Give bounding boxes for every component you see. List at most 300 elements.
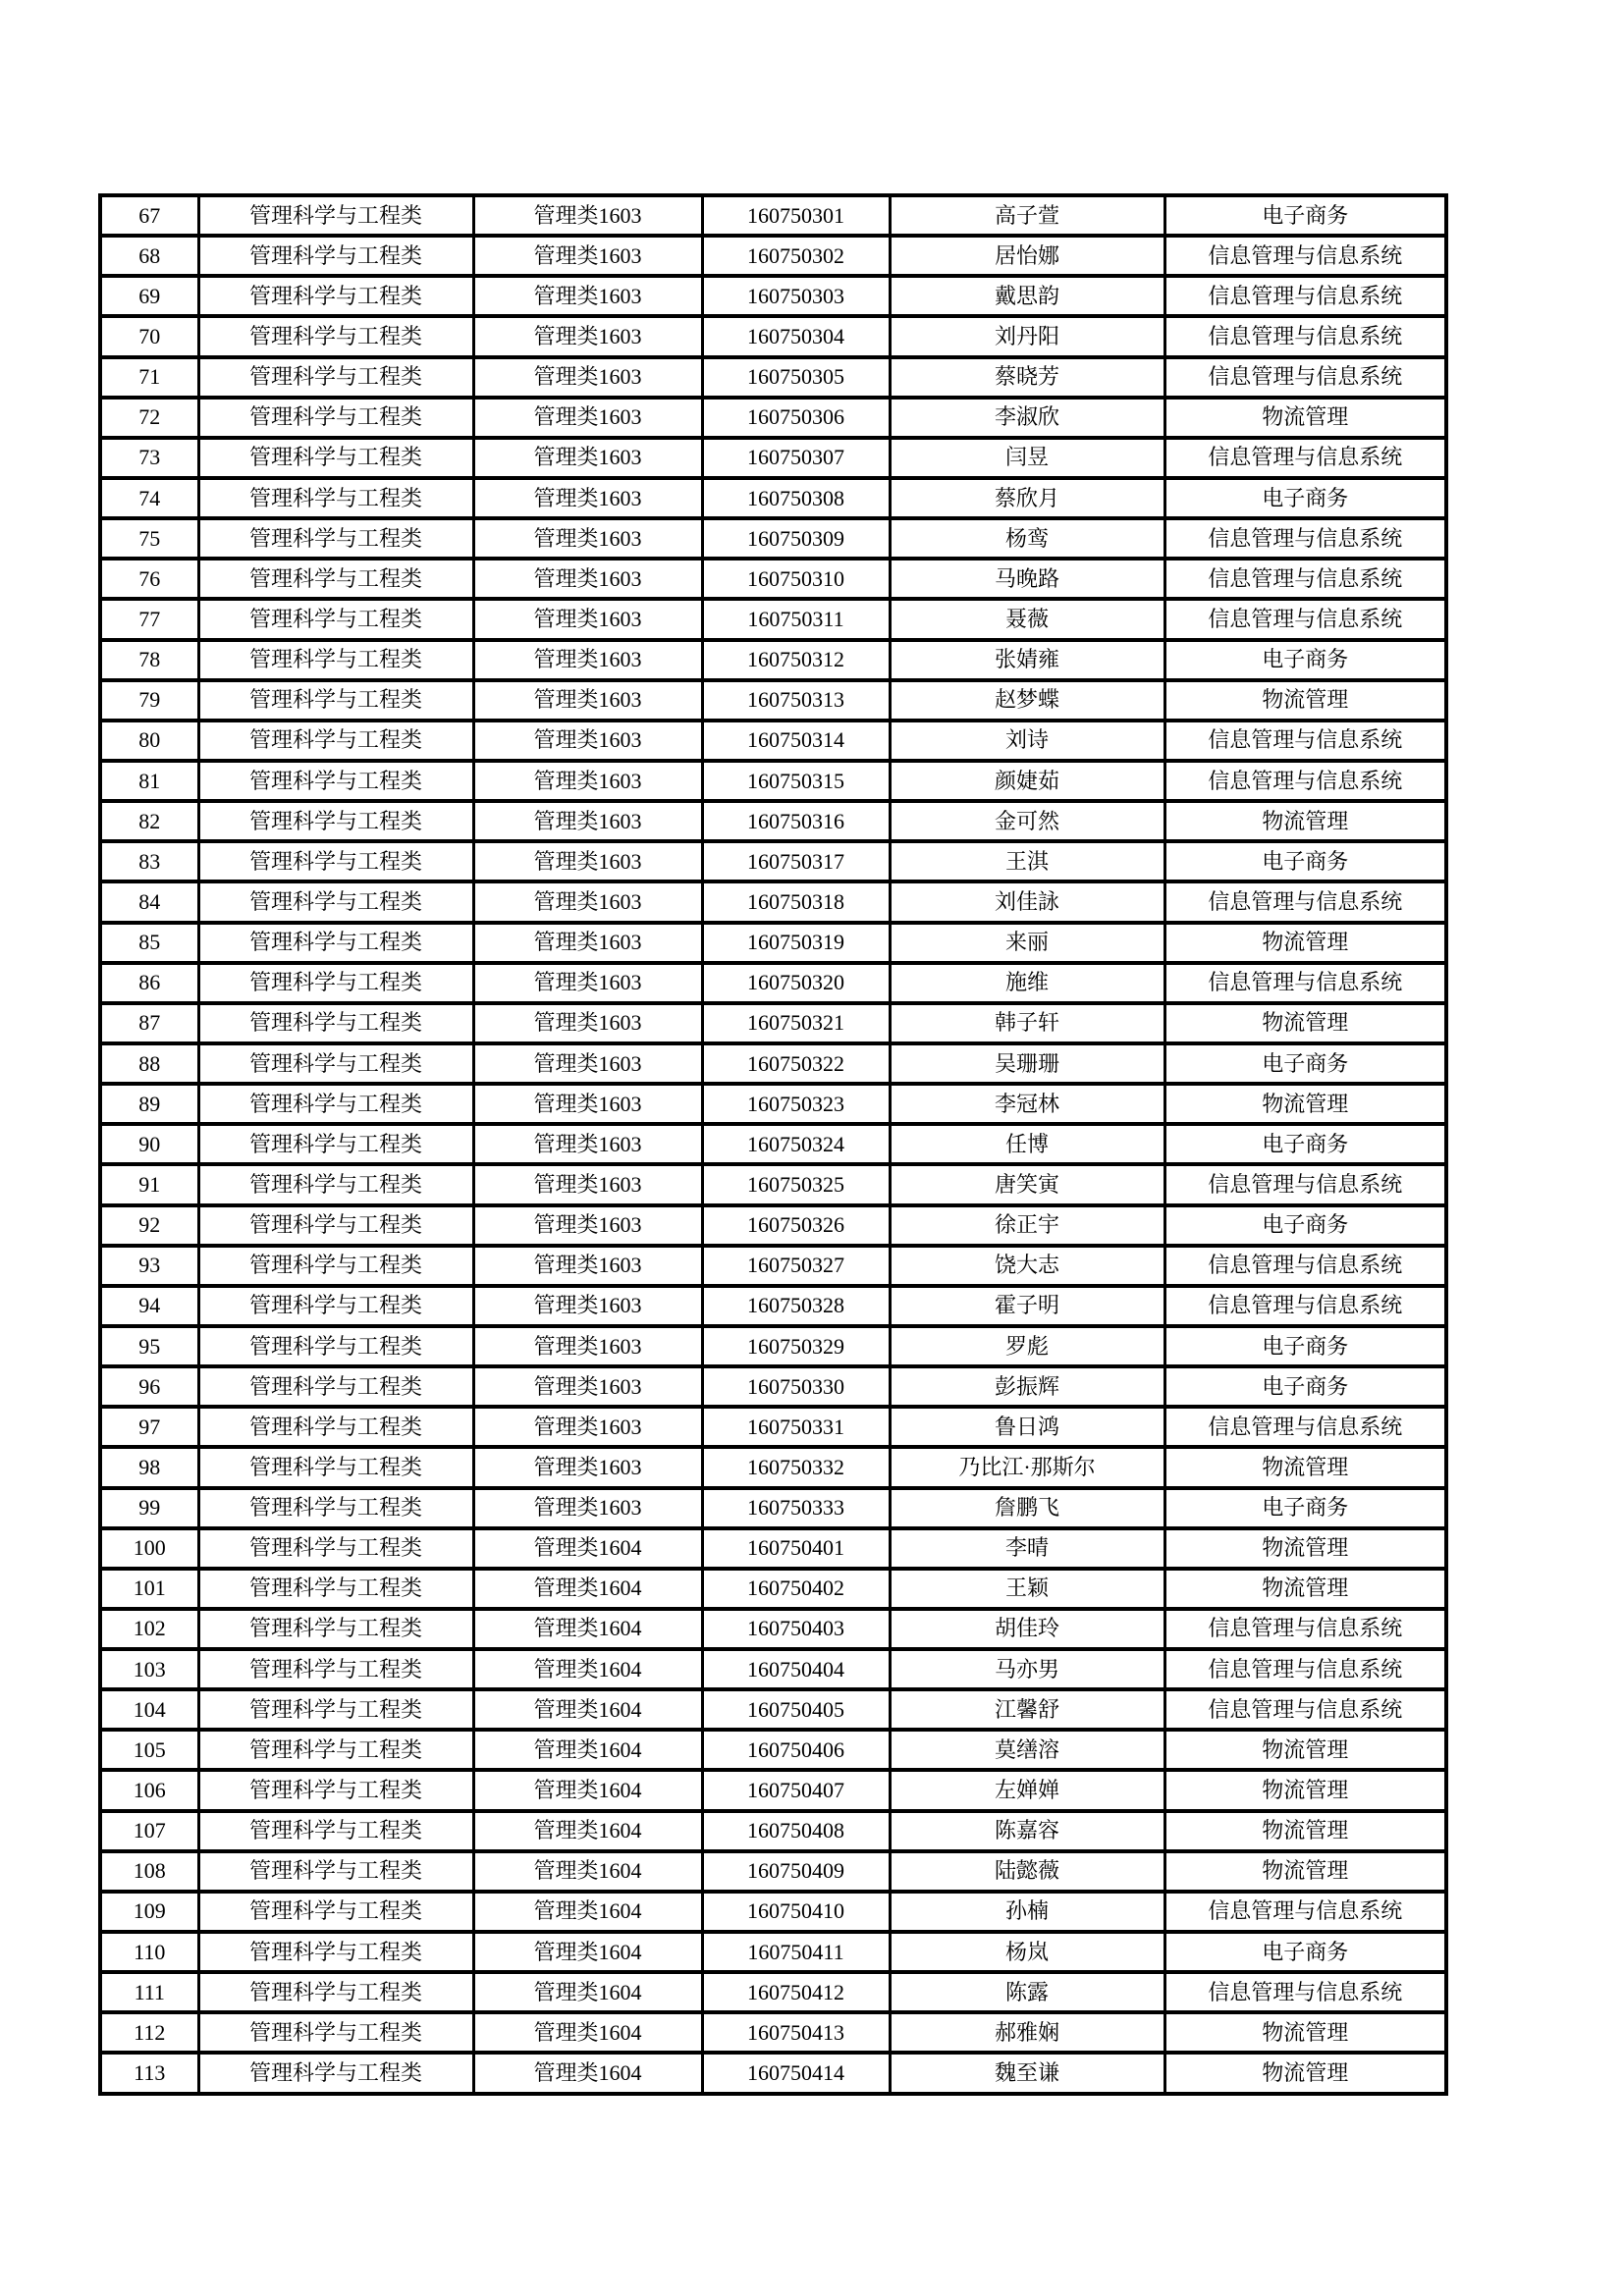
admin-class: 管理类1603 (473, 1447, 702, 1487)
table-row (100, 599, 1446, 639)
major-category: 管理科学与工程类 (198, 841, 473, 881)
assigned-major: 信息管理与信息系统 (1164, 316, 1446, 356)
admin-class: 管理类1603 (473, 1326, 702, 1366)
assigned-major: 电子商务 (1164, 1043, 1446, 1084)
student-id: 160750406 (702, 1730, 890, 1770)
major-category: 管理科学与工程类 (198, 1851, 473, 1892)
row-number: 79 (100, 680, 198, 721)
row-number: 106 (100, 1770, 198, 1810)
student-name: 戴思韵 (890, 276, 1164, 316)
admin-class: 管理类1603 (473, 1407, 702, 1447)
row-number: 101 (100, 1569, 198, 1609)
admin-class: 管理类1603 (473, 276, 702, 316)
assigned-major: 电子商务 (1164, 640, 1446, 680)
row-number: 109 (100, 1892, 198, 1932)
row-number: 68 (100, 236, 198, 276)
student-id: 160750405 (702, 1689, 890, 1730)
table-row (100, 1609, 1446, 1649)
row-number: 86 (100, 963, 198, 1003)
table-row (100, 1689, 1446, 1730)
admin-class: 管理类1603 (473, 841, 702, 881)
admin-class: 管理类1603 (473, 1124, 702, 1164)
table-row (100, 478, 1446, 518)
row-number: 104 (100, 1689, 198, 1730)
student-name: 杨岚 (890, 1932, 1164, 1972)
student-name: 李淑欣 (890, 398, 1164, 438)
student-name: 徐正宇 (890, 1205, 1164, 1246)
student-name: 高子萱 (890, 195, 1164, 236)
student-id: 160750401 (702, 1528, 890, 1569)
row-number: 81 (100, 761, 198, 801)
assigned-major: 物流管理 (1164, 1084, 1446, 1124)
student-name: 莫缮溶 (890, 1730, 1164, 1770)
row-number: 89 (100, 1084, 198, 1124)
major-category: 管理科学与工程类 (198, 398, 473, 438)
admin-class: 管理类1603 (473, 599, 702, 639)
admin-class: 管理类1603 (473, 518, 702, 559)
assigned-major: 物流管理 (1164, 398, 1446, 438)
row-number: 110 (100, 1932, 198, 1972)
student-name: 霍子明 (890, 1286, 1164, 1326)
major-category: 管理科学与工程类 (198, 881, 473, 922)
major-category: 管理科学与工程类 (198, 721, 473, 761)
row-number: 83 (100, 841, 198, 881)
table-row (100, 1488, 1446, 1528)
row-number: 71 (100, 357, 198, 398)
admin-class: 管理类1604 (473, 1569, 702, 1609)
assigned-major: 信息管理与信息系统 (1164, 438, 1446, 478)
student-id: 160750309 (702, 518, 890, 559)
table-row (100, 438, 1446, 478)
student-id: 160750326 (702, 1205, 890, 1246)
assigned-major: 电子商务 (1164, 841, 1446, 881)
student-name: 颜婕茹 (890, 761, 1164, 801)
admin-class: 管理类1603 (473, 1205, 702, 1246)
admin-class: 管理类1603 (473, 316, 702, 356)
table-row (100, 357, 1446, 398)
admin-class: 管理类1603 (473, 761, 702, 801)
assigned-major: 电子商务 (1164, 1366, 1446, 1407)
student-name: 任博 (890, 1124, 1164, 1164)
admin-class: 管理类1604 (473, 1730, 702, 1770)
table-row (100, 1286, 1446, 1326)
assigned-major: 信息管理与信息系统 (1164, 236, 1446, 276)
student-id: 160750321 (702, 1003, 890, 1043)
row-number: 82 (100, 801, 198, 841)
student-id: 160750324 (702, 1124, 890, 1164)
assigned-major: 物流管理 (1164, 1447, 1446, 1487)
assigned-major: 信息管理与信息系统 (1164, 1286, 1446, 1326)
student-id: 160750319 (702, 923, 890, 963)
table-row (100, 1811, 1446, 1851)
student-roster-table (98, 193, 1448, 2096)
student-name: 刘诗 (890, 721, 1164, 761)
admin-class: 管理类1603 (473, 478, 702, 518)
student-name: 韩子轩 (890, 1003, 1164, 1043)
assigned-major: 物流管理 (1164, 1003, 1446, 1043)
major-category: 管理科学与工程类 (198, 559, 473, 599)
major-category: 管理科学与工程类 (198, 1205, 473, 1246)
student-name: 詹鹏飞 (890, 1488, 1164, 1528)
row-number: 90 (100, 1124, 198, 1164)
student-id: 160750316 (702, 801, 890, 841)
table-row (100, 1246, 1446, 1286)
table-row (100, 1770, 1446, 1810)
student-id: 160750302 (702, 236, 890, 276)
table-row (100, 680, 1446, 721)
table-row (100, 2012, 1446, 2053)
major-category: 管理科学与工程类 (198, 438, 473, 478)
admin-class: 管理类1604 (473, 1811, 702, 1851)
table-row (100, 841, 1446, 881)
assigned-major: 信息管理与信息系统 (1164, 518, 1446, 559)
table-row (100, 801, 1446, 841)
student-name: 张婧雍 (890, 640, 1164, 680)
student-name: 聂薇 (890, 599, 1164, 639)
table-row (100, 276, 1446, 316)
admin-class: 管理类1603 (473, 1366, 702, 1407)
student-id: 160750328 (702, 1286, 890, 1326)
row-number: 72 (100, 398, 198, 438)
admin-class: 管理类1604 (473, 2012, 702, 2053)
major-category: 管理科学与工程类 (198, 1932, 473, 1972)
admin-class: 管理类1603 (473, 1246, 702, 1286)
major-category: 管理科学与工程类 (198, 1246, 473, 1286)
row-number: 75 (100, 518, 198, 559)
admin-class: 管理类1603 (473, 721, 702, 761)
student-id: 160750409 (702, 1851, 890, 1892)
row-number: 107 (100, 1811, 198, 1851)
student-name: 刘丹阳 (890, 316, 1164, 356)
admin-class: 管理类1604 (473, 1932, 702, 1972)
student-id: 160750322 (702, 1043, 890, 1084)
assigned-major: 电子商务 (1164, 1124, 1446, 1164)
admin-class: 管理类1603 (473, 1286, 702, 1326)
admin-class: 管理类1603 (473, 1084, 702, 1124)
admin-class: 管理类1603 (473, 923, 702, 963)
row-number: 85 (100, 923, 198, 963)
major-category: 管理科学与工程类 (198, 518, 473, 559)
admin-class: 管理类1604 (473, 1770, 702, 1810)
major-category: 管理科学与工程类 (198, 478, 473, 518)
row-number: 70 (100, 316, 198, 356)
major-category: 管理科学与工程类 (198, 1084, 473, 1124)
table-row (100, 761, 1446, 801)
assigned-major: 物流管理 (1164, 801, 1446, 841)
major-category: 管理科学与工程类 (198, 1569, 473, 1609)
table-row (100, 1043, 1446, 1084)
row-number: 102 (100, 1609, 198, 1649)
assigned-major: 电子商务 (1164, 1205, 1446, 1246)
table-row (100, 1528, 1446, 1569)
row-number: 98 (100, 1447, 198, 1487)
admin-class: 管理类1603 (473, 195, 702, 236)
major-category: 管理科学与工程类 (198, 801, 473, 841)
table-row (100, 963, 1446, 1003)
major-category: 管理科学与工程类 (198, 761, 473, 801)
row-number: 88 (100, 1043, 198, 1084)
student-id: 160750320 (702, 963, 890, 1003)
assigned-major: 信息管理与信息系统 (1164, 1649, 1446, 1689)
student-name: 唐笑寅 (890, 1164, 1164, 1204)
row-number: 93 (100, 1246, 198, 1286)
admin-class: 管理类1604 (473, 2053, 702, 2094)
student-id: 160750404 (702, 1649, 890, 1689)
major-category: 管理科学与工程类 (198, 1528, 473, 1569)
student-name: 罗彪 (890, 1326, 1164, 1366)
row-number: 103 (100, 1649, 198, 1689)
table-row (100, 1084, 1446, 1124)
row-number: 95 (100, 1326, 198, 1366)
admin-class: 管理类1603 (473, 438, 702, 478)
row-number: 87 (100, 1003, 198, 1043)
student-id: 160750312 (702, 640, 890, 680)
major-category: 管理科学与工程类 (198, 1366, 473, 1407)
table-row (100, 1003, 1446, 1043)
row-number: 74 (100, 478, 198, 518)
major-category: 管理科学与工程类 (198, 236, 473, 276)
assigned-major: 物流管理 (1164, 1770, 1446, 1810)
student-name: 李冠林 (890, 1084, 1164, 1124)
student-name: 陈嘉容 (890, 1811, 1164, 1851)
assigned-major: 物流管理 (1164, 923, 1446, 963)
assigned-major: 信息管理与信息系统 (1164, 881, 1446, 922)
student-id: 160750412 (702, 1972, 890, 2012)
student-name: 胡佳玲 (890, 1609, 1164, 1649)
student-name: 来丽 (890, 923, 1164, 963)
student-id: 160750413 (702, 2012, 890, 2053)
student-name: 蔡晓芳 (890, 357, 1164, 398)
assigned-major: 信息管理与信息系统 (1164, 1689, 1446, 1730)
table-row (100, 1892, 1446, 1932)
student-roster-body (100, 195, 1446, 2094)
row-number: 97 (100, 1407, 198, 1447)
table-row (100, 1366, 1446, 1407)
assigned-major: 电子商务 (1164, 1488, 1446, 1528)
student-id: 160750318 (702, 881, 890, 922)
admin-class: 管理类1603 (473, 398, 702, 438)
major-category: 管理科学与工程类 (198, 1649, 473, 1689)
assigned-major: 信息管理与信息系统 (1164, 276, 1446, 316)
major-category: 管理科学与工程类 (198, 1286, 473, 1326)
major-category: 管理科学与工程类 (198, 276, 473, 316)
row-number: 69 (100, 276, 198, 316)
student-id: 160750407 (702, 1770, 890, 1810)
major-category: 管理科学与工程类 (198, 1811, 473, 1851)
student-name: 魏至谦 (890, 2053, 1164, 2094)
admin-class: 管理类1604 (473, 1972, 702, 2012)
student-name: 蔡欣月 (890, 478, 1164, 518)
row-number: 73 (100, 438, 198, 478)
student-name: 赵梦蝶 (890, 680, 1164, 721)
table-row (100, 2053, 1446, 2094)
student-id: 160750301 (702, 195, 890, 236)
student-name: 陈露 (890, 1972, 1164, 2012)
admin-class: 管理类1603 (473, 1488, 702, 1528)
student-name: 杨鸾 (890, 518, 1164, 559)
student-name: 鲁日鸿 (890, 1407, 1164, 1447)
admin-class: 管理类1603 (473, 1003, 702, 1043)
table-row (100, 518, 1446, 559)
assigned-major: 信息管理与信息系统 (1164, 357, 1446, 398)
major-category: 管理科学与工程类 (198, 963, 473, 1003)
assigned-major: 物流管理 (1164, 2012, 1446, 2053)
student-name: 刘佳詠 (890, 881, 1164, 922)
admin-class: 管理类1604 (473, 1609, 702, 1649)
student-name: 孙楠 (890, 1892, 1164, 1932)
student-id: 160750303 (702, 276, 890, 316)
table-row (100, 1124, 1446, 1164)
assigned-major: 信息管理与信息系统 (1164, 1407, 1446, 1447)
student-id: 160750306 (702, 398, 890, 438)
assigned-major: 电子商务 (1164, 1932, 1446, 1972)
major-category: 管理科学与工程类 (198, 316, 473, 356)
major-category: 管理科学与工程类 (198, 195, 473, 236)
student-id: 160750308 (702, 478, 890, 518)
row-number: 77 (100, 599, 198, 639)
admin-class: 管理类1604 (473, 1528, 702, 1569)
student-id: 160750411 (702, 1932, 890, 1972)
student-name: 吴珊珊 (890, 1043, 1164, 1084)
row-number: 105 (100, 1730, 198, 1770)
assigned-major: 物流管理 (1164, 2053, 1446, 2094)
student-id: 160750315 (702, 761, 890, 801)
student-name: 王颖 (890, 1569, 1164, 1609)
student-id: 160750323 (702, 1084, 890, 1124)
student-id: 160750402 (702, 1569, 890, 1609)
assigned-major: 电子商务 (1164, 1326, 1446, 1366)
table-row (100, 1164, 1446, 1204)
assigned-major: 物流管理 (1164, 1811, 1446, 1851)
major-category: 管理科学与工程类 (198, 1770, 473, 1810)
student-name: 闫昱 (890, 438, 1164, 478)
row-number: 111 (100, 1972, 198, 2012)
table-row (100, 1730, 1446, 1770)
row-number: 94 (100, 1286, 198, 1326)
major-category: 管理科学与工程类 (198, 1892, 473, 1932)
assigned-major: 物流管理 (1164, 1851, 1446, 1892)
row-number: 92 (100, 1205, 198, 1246)
assigned-major: 信息管理与信息系统 (1164, 599, 1446, 639)
major-category: 管理科学与工程类 (198, 2053, 473, 2094)
admin-class: 管理类1603 (473, 357, 702, 398)
row-number: 112 (100, 2012, 198, 2053)
student-name: 乃比江·那斯尔 (890, 1447, 1164, 1487)
table-row (100, 316, 1446, 356)
student-id: 160750305 (702, 357, 890, 398)
major-category: 管理科学与工程类 (198, 1689, 473, 1730)
table-row (100, 881, 1446, 922)
student-id: 160750408 (702, 1811, 890, 1851)
admin-class: 管理类1603 (473, 640, 702, 680)
student-id: 160750333 (702, 1488, 890, 1528)
student-name: 彭振辉 (890, 1366, 1164, 1407)
admin-class: 管理类1603 (473, 801, 702, 841)
row-number: 80 (100, 721, 198, 761)
student-name: 马晚路 (890, 559, 1164, 599)
student-name: 左婵婵 (890, 1770, 1164, 1810)
table-row (100, 559, 1446, 599)
assigned-major: 信息管理与信息系统 (1164, 761, 1446, 801)
student-name: 金可然 (890, 801, 1164, 841)
assigned-major: 信息管理与信息系统 (1164, 1892, 1446, 1932)
table-row (100, 1326, 1446, 1366)
admin-class: 管理类1604 (473, 1689, 702, 1730)
major-category: 管理科学与工程类 (198, 1326, 473, 1366)
admin-class: 管理类1603 (473, 1164, 702, 1204)
major-category: 管理科学与工程类 (198, 680, 473, 721)
assigned-major: 物流管理 (1164, 680, 1446, 721)
assigned-major: 信息管理与信息系统 (1164, 559, 1446, 599)
table-row (100, 1205, 1446, 1246)
major-category: 管理科学与工程类 (198, 2012, 473, 2053)
student-name: 王淇 (890, 841, 1164, 881)
student-name: 居怡娜 (890, 236, 1164, 276)
assigned-major: 电子商务 (1164, 478, 1446, 518)
major-category: 管理科学与工程类 (198, 1407, 473, 1447)
row-number: 99 (100, 1488, 198, 1528)
student-id: 160750304 (702, 316, 890, 356)
admin-class: 管理类1603 (473, 559, 702, 599)
major-category: 管理科学与工程类 (198, 1447, 473, 1487)
major-category: 管理科学与工程类 (198, 640, 473, 680)
assigned-major: 物流管理 (1164, 1730, 1446, 1770)
major-category: 管理科学与工程类 (198, 1972, 473, 2012)
assigned-major: 信息管理与信息系统 (1164, 963, 1446, 1003)
student-id: 160750330 (702, 1366, 890, 1407)
student-id: 160750403 (702, 1609, 890, 1649)
row-number: 96 (100, 1366, 198, 1407)
assigned-major: 信息管理与信息系统 (1164, 1609, 1446, 1649)
assigned-major: 电子商务 (1164, 195, 1446, 236)
row-number: 100 (100, 1528, 198, 1569)
major-category: 管理科学与工程类 (198, 1003, 473, 1043)
admin-class: 管理类1604 (473, 1851, 702, 1892)
table-row (100, 1932, 1446, 1972)
major-category: 管理科学与工程类 (198, 923, 473, 963)
table-row (100, 923, 1446, 963)
assigned-major: 物流管理 (1164, 1569, 1446, 1609)
major-category: 管理科学与工程类 (198, 1730, 473, 1770)
student-id: 160750310 (702, 559, 890, 599)
major-category: 管理科学与工程类 (198, 357, 473, 398)
admin-class: 管理类1603 (473, 1043, 702, 1084)
student-id: 160750332 (702, 1447, 890, 1487)
table-row (100, 195, 1446, 236)
table-row (100, 236, 1446, 276)
major-category: 管理科学与工程类 (198, 1609, 473, 1649)
table-row (100, 1851, 1446, 1892)
table-row (100, 398, 1446, 438)
table-row (100, 721, 1446, 761)
student-name: 马亦男 (890, 1649, 1164, 1689)
admin-class: 管理类1603 (473, 881, 702, 922)
assigned-major: 信息管理与信息系统 (1164, 721, 1446, 761)
major-category: 管理科学与工程类 (198, 599, 473, 639)
student-name: 施维 (890, 963, 1164, 1003)
admin-class: 管理类1604 (473, 1649, 702, 1689)
assigned-major: 物流管理 (1164, 1528, 1446, 1569)
student-id: 160750313 (702, 680, 890, 721)
student-name: 饶大志 (890, 1246, 1164, 1286)
student-id: 160750331 (702, 1407, 890, 1447)
student-id: 160750317 (702, 841, 890, 881)
student-id: 160750414 (702, 2053, 890, 2094)
table-row (100, 1972, 1446, 2012)
major-category: 管理科学与工程类 (198, 1043, 473, 1084)
student-id: 160750410 (702, 1892, 890, 1932)
row-number: 67 (100, 195, 198, 236)
